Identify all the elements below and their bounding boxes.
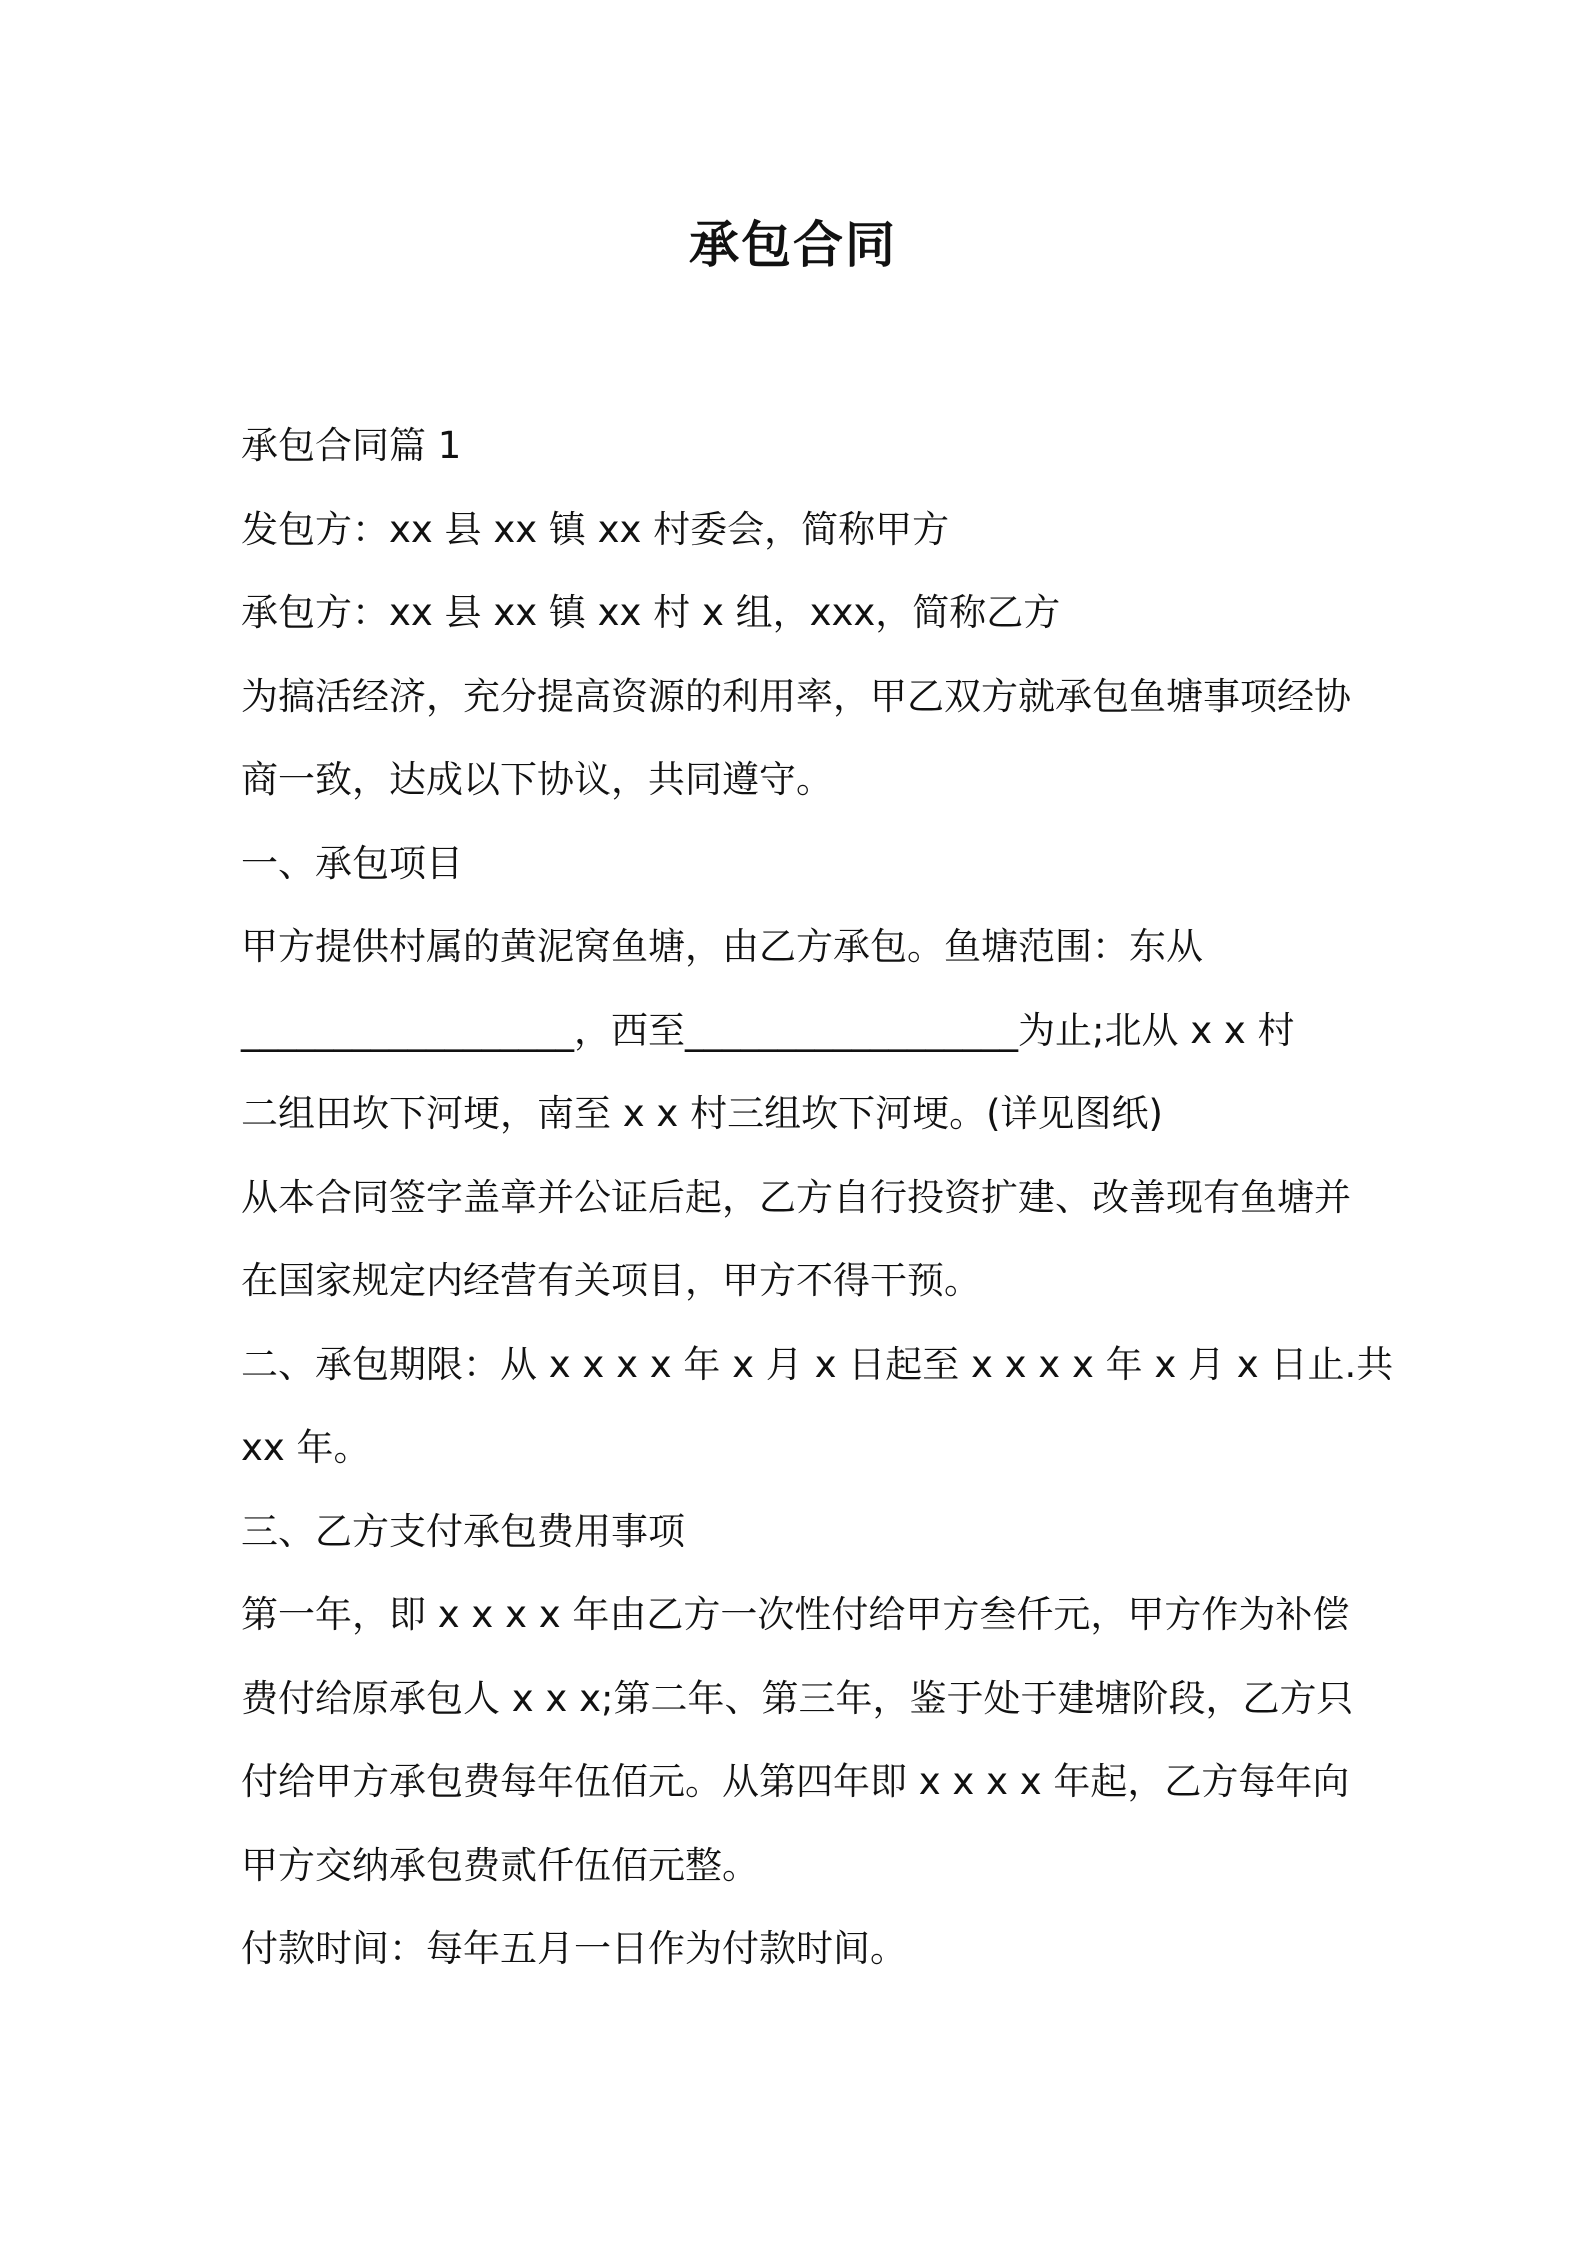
clause-1-heading: 一、承包项目 [241, 841, 463, 885]
clause-2-line-1: 二、承包期限：从 x x x x 年 x 月 x 日起至 x x x x 年 x 月 x 日止.共 [241, 1342, 1394, 1386]
clause-1-line-1: 甲方提供村属的黄泥窝鱼塘，由乙方承包。鱼塘范围：东从 [241, 925, 1203, 968]
clause-1-line-3: 二组田坎下河埂，南至 x x 村三组坎下河埂。(详见图纸) [241, 1092, 1163, 1135]
payment-time: 付款时间：每年五月一日作为付款时间。 [241, 1927, 907, 1970]
section-heading-part-1: 承包合同篇 1 [241, 424, 462, 467]
clause-3-line-2: 费付给原承包人 x x x;第二年、第三年，鉴于处于建塘阶段，乙方只 [241, 1676, 1354, 1720]
clause-1-line-5: 在国家规定内经营有关项目，甲方不得干预。 [241, 1259, 981, 1302]
document-title: 承包合同 [689, 216, 897, 274]
contractor-party-a: 发包方：xx 县 xx 镇 xx 村委会，简称甲方 [241, 507, 950, 551]
clause-2-line-2: xx 年。 [241, 1426, 371, 1469]
clause-1-line-4: 从本合同签字盖章并公证后起，乙方自行投资扩建、改善现有鱼塘并 [241, 1175, 1351, 1219]
preamble-line-1: 为搞活经济，充分提高资源的利用率，甲乙双方就承包鱼塘事项经协 [241, 674, 1351, 718]
clause-3-heading: 三、乙方支付承包费用事项 [241, 1509, 685, 1553]
clause-3-line-1: 第一年，即 x x x x 年由乙方一次性付给甲方叁仟元，甲方作为补偿 [241, 1593, 1350, 1636]
preamble-line-2: 商一致，达成以下协议，共同遵守。 [241, 758, 833, 801]
clause-1-line-2: __________________，西至__________________为止;北从 x x 村 [241, 1008, 1295, 1052]
clause-3-line-3: 付给甲方承包费每年伍佰元。从第四年即 x x x x 年起，乙方每年向 [241, 1760, 1350, 1803]
contractor-party-b: 承包方：xx 县 xx 镇 xx 村 x 组，xxx，简称乙方 [241, 591, 1061, 634]
document-body [241, 404, 1394, 1991]
clause-3-line-4: 甲方交纳承包费贰仟伍佰元整。 [241, 1843, 759, 1887]
